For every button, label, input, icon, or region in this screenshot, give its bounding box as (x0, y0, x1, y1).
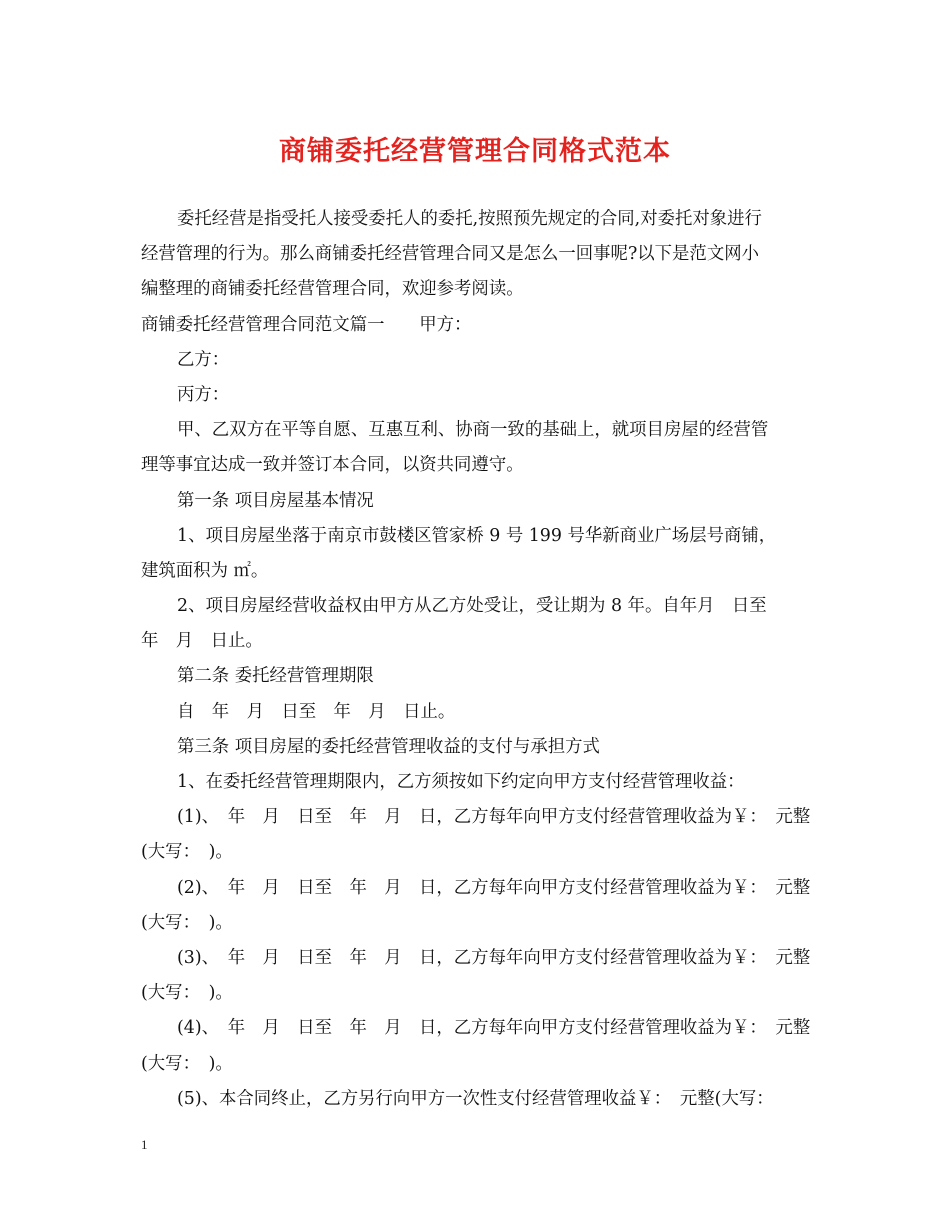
paragraph-line: 理等事宜达成一致并签订本合同，以资共同遵守。 (141, 455, 524, 476)
paragraph-line: 经营管理的行为。那么商铺委托经营管理合同又是怎么一回事呢?以下是范文网小 (141, 244, 759, 265)
document-title: 商铺委托经营管理合同格式范本 (279, 136, 671, 167)
paragraph-line: 编整理的商铺委托经营管理合同，欢迎参考阅读。 (141, 279, 524, 300)
page-number: 1 (141, 1137, 148, 1152)
paragraph-line: 1、在委托经营管理期限内，乙方须按如下约定向甲方支付经营管理收益： (177, 772, 745, 792)
payment-clause-line: (5)、本合同终止，乙方另行向甲方一次性支付经营管理收益￥： 元整(大写： (177, 1088, 774, 1109)
paragraph-line: 1、项目房屋坐落于南京市鼓楼区管家桥 9 号 199 号华新商业广场层号商铺， (177, 525, 777, 546)
paragraph-line: 委托经营是指受托人接受委托人的委托,按照预先规定的合同,对委托对象进行 (177, 209, 762, 229)
payment-clause-line: (1)、 年 月 日至 年 月 日，乙方每年向甲方支付经营管理收益为￥： 元整 (177, 807, 811, 828)
paragraph-line: 建筑面积为 ㎡。 (141, 560, 269, 581)
paragraph-line: 甲、乙双方在平等自愿、互惠互利、协商一致的基础上，就项目房屋的经营管 (177, 420, 769, 441)
section-heading-line: 商铺委托经营管理合同范文篇一 甲方： (141, 314, 472, 335)
payment-clause-line: (大写： )。 (141, 1053, 233, 1074)
party-line: 乙方： (177, 349, 230, 370)
article-heading: 第三条 项目房屋的委托经营管理收益的支付与承担方式 (177, 736, 600, 757)
payment-clause-line: (4)、 年 月 日至 年 月 日，乙方每年向甲方支付经营管理收益为￥： 元整 (177, 1018, 811, 1039)
payment-clause-line: (2)、 年 月 日至 年 月 日，乙方每年向甲方支付经营管理收益为￥： 元整 (177, 877, 811, 898)
article-heading: 第二条 委托经营管理期限 (177, 666, 374, 687)
document-body (141, 202, 821, 1117)
paragraph-line: 2、项目房屋经营收益权由甲方从乙方处受让，受让期为 8 年。自年月 日至 (177, 596, 767, 617)
article-heading: 第一条 项目房屋基本情况 (177, 490, 374, 511)
payment-clause-line: (大写： )。 (141, 842, 233, 863)
paragraph-line: 自 年 月 日至 年 月 日止。 (177, 701, 456, 722)
payment-clause-line: (大写： )。 (141, 912, 233, 933)
paragraph-line: 年 月 日止。 (141, 631, 263, 652)
payment-clause-line: (3)、 年 月 日至 年 月 日，乙方每年向甲方支付经营管理收益为￥： 元整 (177, 947, 811, 968)
party-line: 丙方： (177, 384, 230, 405)
payment-clause-line: (大写： )。 (141, 983, 233, 1004)
